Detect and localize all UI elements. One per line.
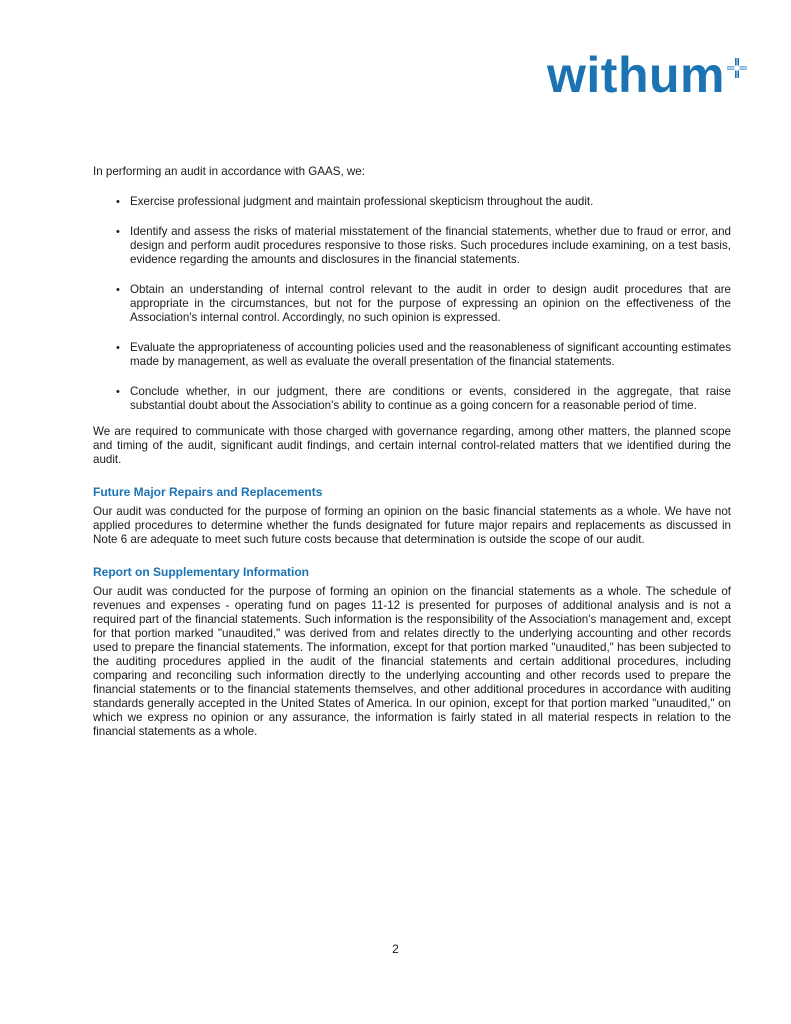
intro-paragraph: In performing an audit in accordance with GAAS, we:	[93, 165, 365, 178]
list-item: • Exercise professional judgment and maintain professional skepticism throughout the audit.	[116, 195, 594, 208]
withum-logo	[547, 47, 747, 103]
list-item: • Evaluate the appropriateness of accounting policies used and the reasonableness of significant accounting estimates made by management, as well as evaluate the overall presentation of the financial statements.	[116, 341, 731, 368]
supplementary-info-paragraph: Our audit was conducted for the purpose of forming an opinion on the financial statements as a whole. The schedule of revenues and expenses - operating fund on pages 11-12 is presented for purposes of additional analysis and is not a required part of the financial statements. Such information is the responsibility of the Association's management and, except for that portion marked "unaudited," was derived from and relates directly to the underlying accounting and other records used to prepare the financial statements. The information, except for that portion marked "unaudited," has been subjected to the auditing procedures applied in the audit of the financial statements and certain additional procedures, including comparing and reconciling such information directly to the underlying accounting and other records used to prepare the financial statements or to the financial statements themselves, and other additional procedures in accordance with auditing standards generally accepted in the United States of America. In our opinion, except for that portion marked "unaudited," on which we express no opinion or any assurance, the information is fairly stated in all material respects in relation to the financial statements as a whole.	[93, 585, 731, 738]
bullet-text: Evaluate the appropriateness of accounting policies used and the reasonableness of significant accounting estimates made by management, as well as evaluate the overall presentation of the financial statements.	[130, 341, 731, 368]
document-body	[93, 165, 731, 739]
list-item: • Obtain an understanding of internal control relevant to the audit in order to design audit procedures that are appropriate in the circumstances, but not for the purpose of expressing an opinion on the effectiveness of the Association's internal control. Accordingly, no such opinion is expressed.	[116, 283, 731, 324]
section-heading-future-repairs: Future Major Repairs and Replacements	[93, 485, 323, 499]
future-repairs-paragraph: Our audit was conducted for the purpose of forming an opinion on the basic financial statements as a whole. We have not applied procedures to determine whether the funds designated for future major repairs and replacements as discussed in Note 6 are adequate to meet such future costs because that determination is outside the scope of our audit.	[93, 505, 731, 546]
bullet-text: Identify and assess the risks of material misstatement of the financial statements, whether due to fraud or error, and design and perform audit procedures responsive to those risks. Such procedures include examining, on a test basis, evidence regarding the amounts and disclosures in the financial statements.	[130, 225, 731, 266]
bullet-text: Exercise professional judgment and maintain professional skepticism throughout the audit.	[130, 195, 594, 208]
section-heading-supplementary-info: Report on Supplementary Information	[93, 565, 310, 579]
bullet-text: Conclude whether, in our judgment, there are conditions or events, considered in the aggregate, that raise substantial doubt about the Association's ability to continue as a going concern for a reasonable period of time.	[130, 385, 731, 412]
list-item: • Conclude whether, in our judgment, there are conditions or events, considered in the aggregate, that raise substantial doubt about the Association's ability to continue as a going concern for a reasonable period of time.	[116, 385, 731, 412]
gaas-procedures-list	[93, 195, 731, 413]
bullet-text: Obtain an understanding of internal control relevant to the audit in order to design audit procedures that are appropriate in the circumstances, but not for the purpose of expressing an opinion on the effectiveness of the Association's internal control. Accordingly, no such opinion is expressed.	[130, 283, 731, 324]
page-number: 2	[392, 942, 399, 956]
plus-mark-icon	[727, 58, 747, 78]
communication-paragraph: We are required to communicate with those charged with governance regarding, among other matters, the planned scope and timing of the audit, significant audit findings, and certain internal control-related matters that we identified during the audit.	[93, 425, 731, 466]
list-item: • Identify and assess the risks of material misstatement of the financial statements, whether due to fraud or error, and design and perform audit procedures responsive to those risks. Such procedures include examining, on a test basis, evidence regarding the amounts and disclosures in the financial statements.	[116, 225, 731, 266]
logo-wordmark: withum	[547, 47, 725, 103]
